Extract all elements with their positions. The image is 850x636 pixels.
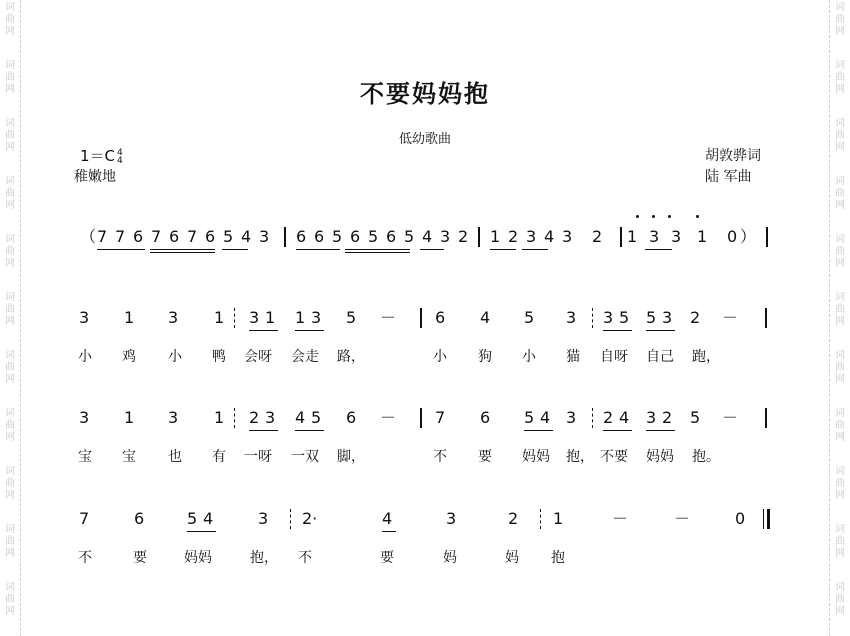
note: 5 <box>690 408 701 427</box>
melody-line-1 <box>0 308 850 338</box>
watermark-char: 词 <box>835 466 845 477</box>
intro-note: 3 <box>649 227 660 246</box>
beam-line <box>249 430 278 431</box>
note: 4 <box>295 408 306 427</box>
note: 4 <box>203 509 214 528</box>
intro-note: 1 <box>627 227 638 246</box>
intro-note: 3 <box>259 227 270 246</box>
lyric: 妈妈 <box>522 449 550 465</box>
lyric: 抱， <box>250 550 278 566</box>
lyric: 也 <box>168 449 182 465</box>
intro-note: 1 <box>697 227 708 246</box>
beam-line <box>295 330 324 331</box>
intro-note: 2 <box>508 227 519 246</box>
time-signature: 4 4 <box>117 147 123 166</box>
note: 3 <box>79 408 90 427</box>
barline <box>540 509 541 529</box>
intro-note: 2 <box>458 227 469 246</box>
note: 3 <box>79 308 90 327</box>
beam-line <box>345 249 410 250</box>
lyric-line-1 <box>0 348 850 378</box>
intro-note: 5 <box>223 227 234 246</box>
song-title: 不要妈妈抱 <box>360 79 490 108</box>
watermark-char: 词 <box>5 350 15 361</box>
watermark-char: 曲 <box>835 304 845 315</box>
watermark-char: 网 <box>835 258 845 269</box>
beam-line <box>524 430 553 431</box>
lyric: 一双 <box>291 449 319 465</box>
watermark-char: 曲 <box>835 536 845 547</box>
accent-mark <box>636 215 639 218</box>
melody-line-2 <box>0 408 850 438</box>
beam-line <box>150 249 215 250</box>
intro-note: 5 <box>332 227 343 246</box>
note: 3 <box>265 408 276 427</box>
composer-credit: 陆 军曲 <box>705 169 752 185</box>
watermark-char: 网 <box>835 490 845 501</box>
watermark-char: 网 <box>5 84 15 95</box>
note: 4 <box>480 308 491 327</box>
lyric: 要 <box>133 550 147 566</box>
lyric: 鸡 <box>122 349 136 365</box>
watermark-char: 曲 <box>5 14 15 25</box>
intro-open-paren: （ <box>80 227 97 246</box>
lyric: 宝 <box>78 449 92 465</box>
watermark-char: 曲 <box>5 362 15 373</box>
note: 3 <box>446 509 457 528</box>
barline <box>478 227 480 247</box>
lyric: 抱 <box>551 550 565 566</box>
watermark-char: 词 <box>835 350 845 361</box>
song-subtitle: 低幼歌曲 <box>398 132 451 147</box>
note: － <box>380 308 397 327</box>
beam-line <box>645 249 672 250</box>
watermark-char: 词 <box>835 234 845 245</box>
watermark-char: 词 <box>5 524 15 535</box>
note: 3 <box>603 308 614 327</box>
lyric: 会呀 <box>244 349 272 365</box>
watermark-char: 词 <box>5 2 15 13</box>
lyric: 自呀 <box>600 349 628 365</box>
barline <box>765 408 767 428</box>
lyric: 抱， <box>566 449 594 465</box>
watermark-char: 词 <box>5 582 15 593</box>
note: 3 <box>168 308 179 327</box>
lyric: 有 <box>212 449 226 465</box>
lyric: 要 <box>478 449 492 465</box>
barline <box>290 509 291 529</box>
note: － <box>722 408 739 427</box>
beam-line <box>222 249 248 250</box>
lyric-line-2 <box>0 448 850 478</box>
intro-note: 4 <box>422 227 433 246</box>
barline <box>592 308 593 328</box>
note: 5 <box>524 408 535 427</box>
note: 5 <box>311 408 322 427</box>
watermark-char: 词 <box>835 176 845 187</box>
watermark-char: 词 <box>5 292 15 303</box>
lyric: 妈 <box>443 550 457 566</box>
barline <box>420 408 422 428</box>
note: － <box>722 308 739 327</box>
note: 3 <box>311 308 322 327</box>
beam-line <box>345 252 410 253</box>
watermark-char: 曲 <box>835 188 845 199</box>
intro-note: 3 <box>440 227 451 246</box>
note: 6 <box>480 408 491 427</box>
watermark-char: 词 <box>835 60 845 71</box>
watermark-char: 网 <box>835 606 845 617</box>
watermark-char: 曲 <box>835 72 845 83</box>
intro-note: 1 <box>490 227 501 246</box>
note: 0 <box>735 509 746 528</box>
watermark-char: 网 <box>835 142 845 153</box>
watermark-char: 曲 <box>5 420 15 431</box>
watermark-char: 曲 <box>835 420 845 431</box>
beam-line <box>603 330 632 331</box>
watermark-char: 曲 <box>5 130 15 141</box>
watermark-char: 网 <box>835 26 845 37</box>
intro-note: 3 <box>671 227 682 246</box>
note: 2 <box>508 509 519 528</box>
note: 1 <box>214 408 225 427</box>
lyric: 小 <box>522 349 536 365</box>
intro-note: 5 <box>368 227 379 246</box>
watermark-char: 曲 <box>835 130 845 141</box>
barline <box>284 227 286 247</box>
lyric: 小 <box>433 349 447 365</box>
lyric: 不要 <box>600 449 628 465</box>
watermark-char: 曲 <box>5 72 15 83</box>
watermark-char: 网 <box>5 26 15 37</box>
note: 6 <box>134 509 145 528</box>
watermark-char: 曲 <box>835 594 845 605</box>
watermark-char: 曲 <box>835 362 845 373</box>
watermark-char: 网 <box>5 606 15 617</box>
note: 1 <box>124 408 135 427</box>
intro-note: 6 <box>169 227 180 246</box>
key-text: 1＝C <box>80 147 116 165</box>
watermark-char: 网 <box>835 374 845 385</box>
note: 2 <box>662 408 673 427</box>
watermark-char: 曲 <box>5 246 15 257</box>
intro-note: 7 <box>97 227 108 246</box>
intro-note: 2 <box>592 227 603 246</box>
note: 5 <box>524 308 535 327</box>
lyric: 不 <box>78 550 92 566</box>
watermark-char: 网 <box>835 316 845 327</box>
watermark-char: 网 <box>5 258 15 269</box>
lyric: 鸭 <box>212 349 226 365</box>
watermark-char: 词 <box>5 118 15 129</box>
note: 3 <box>258 509 269 528</box>
beam-line <box>296 249 340 250</box>
intro-note: 6 <box>386 227 397 246</box>
barline <box>420 308 422 328</box>
beam-line <box>646 430 675 431</box>
lyric: 妈妈 <box>646 449 674 465</box>
lyric: 妈 <box>505 550 519 566</box>
note: 5 <box>346 308 357 327</box>
barline <box>234 308 235 328</box>
intro-note: 0 <box>727 227 738 246</box>
note: 3 <box>566 408 577 427</box>
intro-note: 3 <box>526 227 537 246</box>
intro-note: 4 <box>544 227 555 246</box>
intro-note: 6 <box>296 227 307 246</box>
watermark-char: 词 <box>5 408 15 419</box>
note: 1 <box>553 509 564 528</box>
note: 3 <box>168 408 179 427</box>
watermark-char: 曲 <box>5 594 15 605</box>
watermark-char: 网 <box>5 548 15 559</box>
note: 7 <box>79 509 90 528</box>
note: 5 <box>619 308 630 327</box>
beam-line <box>522 249 548 250</box>
intro-close-paren: ） <box>740 227 757 246</box>
intro-note: 7 <box>151 227 162 246</box>
lyric: 狗 <box>478 349 492 365</box>
note: 2 <box>249 408 260 427</box>
lyric: 跑， <box>692 349 720 365</box>
intro-note: 6 <box>205 227 216 246</box>
note: 6 <box>435 308 446 327</box>
intro-note: 6 <box>133 227 144 246</box>
lyric: 宝 <box>122 449 136 465</box>
watermark-char: 词 <box>835 2 845 13</box>
watermark-char: 词 <box>5 176 15 187</box>
watermark-char: 曲 <box>5 304 15 315</box>
lyric: 要 <box>380 550 394 566</box>
lyric: 妈妈 <box>184 550 212 566</box>
accent-mark <box>652 215 655 218</box>
beam-line <box>490 249 516 250</box>
lyricist-credit: 胡敦骅词 <box>705 148 761 164</box>
note: 5 <box>187 509 198 528</box>
note: － <box>612 509 629 528</box>
lyric: 小 <box>78 349 92 365</box>
note: 3 <box>249 308 260 327</box>
beam-line <box>97 249 145 250</box>
accent-mark <box>668 215 671 218</box>
watermark-char: 网 <box>5 432 15 443</box>
watermark-char: 词 <box>835 118 845 129</box>
lyric: 不 <box>433 449 447 465</box>
note: 1 <box>124 308 135 327</box>
watermark-char: 曲 <box>835 246 845 257</box>
note: 1 <box>214 308 225 327</box>
beam-line <box>295 430 324 431</box>
watermark-char: 网 <box>5 316 15 327</box>
intro-note: 6 <box>350 227 361 246</box>
barline <box>765 308 767 328</box>
note: 3 <box>566 308 577 327</box>
key-signature <box>80 145 123 166</box>
intro-note: 7 <box>187 227 198 246</box>
note: 4 <box>382 509 393 528</box>
lyric: 自己 <box>646 349 674 365</box>
barline <box>592 408 593 428</box>
beam-line <box>249 330 278 331</box>
lyric: 不 <box>298 550 312 566</box>
watermark-char: 词 <box>5 234 15 245</box>
intro-note: 4 <box>241 227 252 246</box>
lyric: 会走 <box>291 349 319 365</box>
lyric: 猫 <box>566 349 580 365</box>
beam-line <box>603 430 632 431</box>
watermark-char: 曲 <box>5 188 15 199</box>
tempo-marking: 稚嫩地 <box>74 169 116 185</box>
watermark-char: 词 <box>835 582 845 593</box>
intro-note: 5 <box>404 227 415 246</box>
note: 2· <box>302 509 318 528</box>
watermark-char: 网 <box>5 200 15 211</box>
intro-row <box>0 227 850 257</box>
note: 4 <box>619 408 630 427</box>
note: － <box>380 408 397 427</box>
lyric: 路， <box>337 349 365 365</box>
intro-note: 3 <box>562 227 573 246</box>
watermark-char: 词 <box>835 524 845 535</box>
watermark-char: 词 <box>835 408 845 419</box>
lyric: 一呀 <box>244 449 272 465</box>
watermark-char: 网 <box>835 432 845 443</box>
melody-line-3 <box>0 509 850 539</box>
note: 6 <box>346 408 357 427</box>
watermark-char: 词 <box>5 60 15 71</box>
note: 4 <box>540 408 551 427</box>
watermark-char: 网 <box>5 374 15 385</box>
barline <box>234 408 235 428</box>
lyric: 小 <box>168 349 182 365</box>
watermark-char: 网 <box>835 200 845 211</box>
note: 2 <box>603 408 614 427</box>
lyric: 抱。 <box>692 449 720 465</box>
beam-line <box>382 531 396 532</box>
final-barline <box>763 509 770 529</box>
note: 1 <box>265 308 276 327</box>
watermark-char: 网 <box>835 84 845 95</box>
beam-line <box>187 531 216 532</box>
intro-note: 7 <box>115 227 126 246</box>
intro-note: 6 <box>314 227 325 246</box>
note: 5 <box>646 308 657 327</box>
note: 7 <box>435 408 446 427</box>
watermark-char: 网 <box>5 142 15 153</box>
note: 2 <box>690 308 701 327</box>
watermark-char: 词 <box>835 292 845 303</box>
lyric: 脚， <box>337 449 365 465</box>
beam-line <box>646 330 675 331</box>
watermark-char: 网 <box>835 548 845 559</box>
watermark-char: 曲 <box>835 14 845 25</box>
beam-line <box>420 249 444 250</box>
note: 1 <box>295 308 306 327</box>
watermark-char: 曲 <box>835 478 845 489</box>
accent-mark <box>696 215 699 218</box>
note: 3 <box>646 408 657 427</box>
note: 3 <box>662 308 673 327</box>
watermark-char: 曲 <box>5 478 15 489</box>
barline <box>766 227 768 247</box>
note: － <box>674 509 691 528</box>
watermark-char: 网 <box>5 490 15 501</box>
lyric-line-3 <box>0 549 850 579</box>
barline <box>620 227 622 247</box>
watermark-char: 词 <box>5 466 15 477</box>
beam-line <box>150 252 215 253</box>
watermark-char: 曲 <box>5 536 15 547</box>
